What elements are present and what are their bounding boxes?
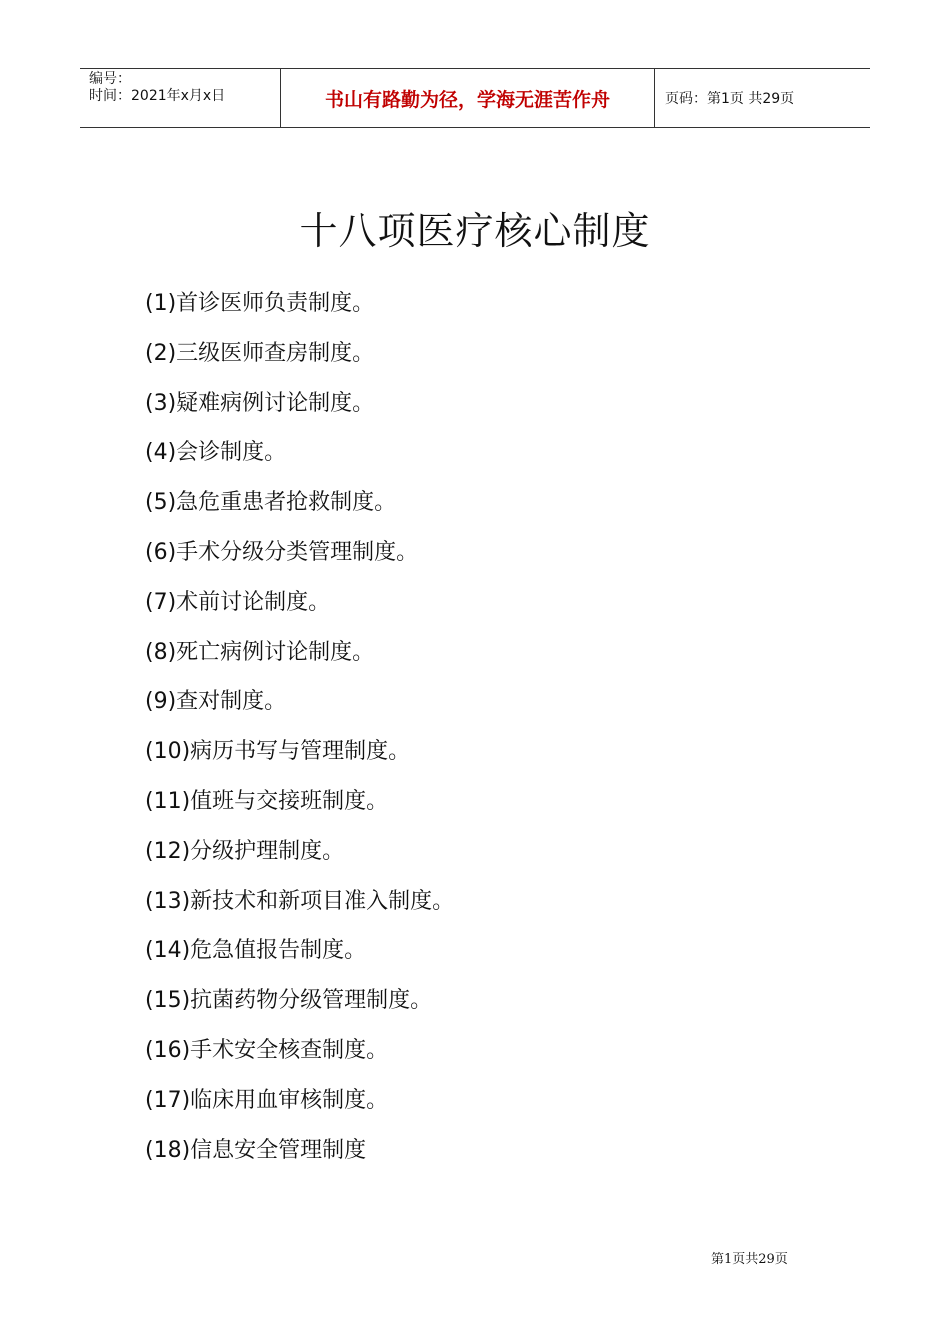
regulation-list	[145, 285, 454, 1181]
list-item: (14)危急值报告制度。	[145, 938, 367, 964]
list-item: (1)首诊医师负责制度。	[145, 291, 375, 316]
list-item: (3)疑难病例讨论制度。	[145, 390, 375, 416]
document-number-label: 编号：	[89, 71, 131, 87]
list-item: (17)临床用血审核制度。	[145, 1087, 389, 1113]
list-item: (2)三级医师查房制度。	[145, 340, 375, 366]
list-item: (6)手术分级分类管理制度。	[145, 539, 419, 565]
list-item: (12)分级护理制度。	[145, 838, 345, 864]
header-motto: 书山有路勤为径，学海无涯苦作舟	[281, 69, 655, 127]
list-item: (18)信息安全管理制度	[145, 1137, 367, 1163]
list-item: (13)新技术和新项目准入制度。	[145, 888, 455, 914]
list-item: (10)病历书写与管理制度。	[145, 739, 411, 765]
list-item: (16)手术安全核查制度。	[145, 1037, 389, 1063]
list-item: (4)会诊制度。	[145, 440, 287, 466]
list-item: (9)查对制度。	[145, 689, 287, 715]
list-item: (8)死亡病例讨论制度。	[145, 639, 375, 665]
document-date-label: 时间：2021年x月x日	[89, 88, 226, 104]
list-item: (7)术前讨论制度。	[145, 589, 331, 615]
list-item: (15)抗菌药物分级管理制度。	[145, 988, 433, 1014]
header-page-info: 页码：第1页 共29页	[665, 91, 795, 107]
list-item: (11)值班与交接班制度。	[145, 788, 389, 814]
list-item: (5)急危重患者抢救制度。	[145, 490, 397, 516]
page-footer: 第1页共29页	[711, 1252, 788, 1267]
document-header	[80, 68, 870, 128]
document-title: 十八项医疗核心制度	[299, 209, 651, 253]
header-meta-cell	[80, 69, 281, 127]
